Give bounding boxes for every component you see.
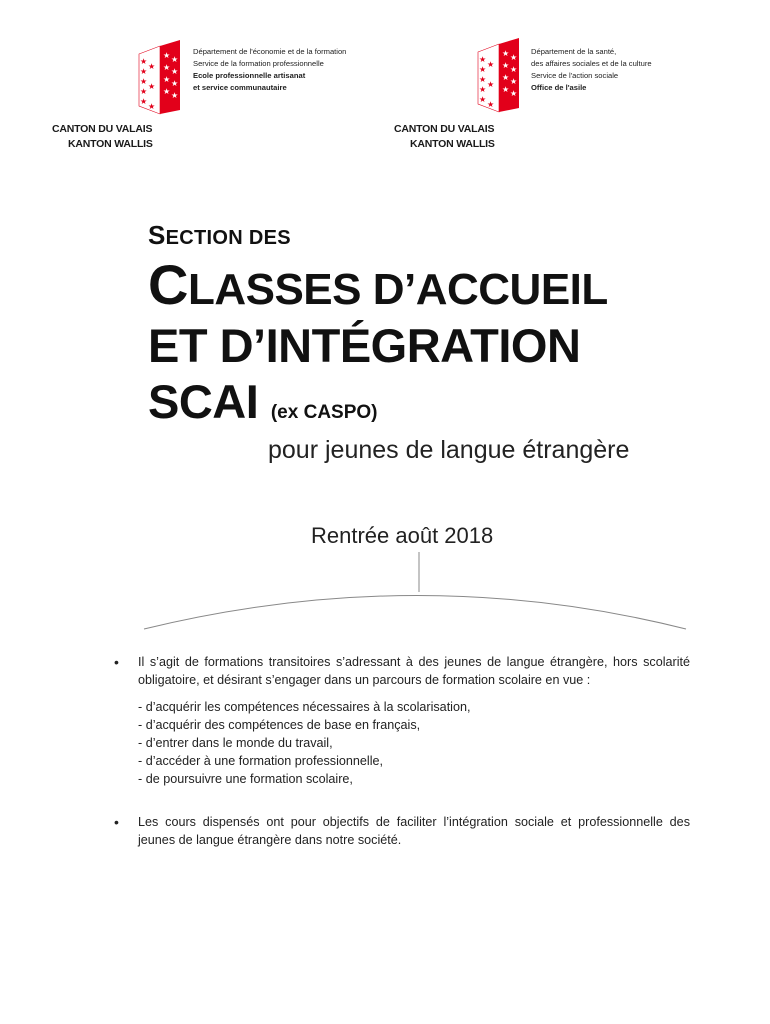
section-cap: S — [148, 220, 166, 250]
office-line: Ecole professionnelle artisanat — [193, 71, 306, 80]
section-rest: ECTION DES — [165, 227, 291, 249]
valais-flag-icon — [475, 38, 527, 113]
office-line-2: et service communautaire — [193, 83, 287, 92]
svg-text:★: ★ — [140, 67, 148, 76]
svg-text:★: ★ — [140, 57, 148, 66]
svg-text:★: ★ — [510, 65, 518, 74]
svg-text:★: ★ — [171, 91, 179, 100]
canton-label-left — [52, 122, 156, 152]
title-block — [148, 218, 608, 441]
svg-text:★: ★ — [140, 77, 148, 86]
svg-text:★: ★ — [148, 82, 156, 91]
title-cap: C — [148, 253, 188, 316]
section-heading — [148, 218, 608, 255]
canton-de: KANTON WALLIS — [410, 138, 495, 150]
svg-text:★: ★ — [163, 75, 171, 84]
svg-text:★: ★ — [171, 79, 179, 88]
title-scai: SCAI — [148, 375, 259, 428]
svg-text:★: ★ — [479, 85, 487, 94]
list-item: - d’acquérir les compétences nécessaires à la scolarisation, — [138, 700, 471, 714]
service-line: Service de l'action sociale — [531, 71, 619, 80]
bullet-item — [110, 653, 690, 689]
svg-text:★: ★ — [140, 97, 148, 106]
canton-de: KANTON WALLIS — [68, 138, 153, 150]
decorative-arc — [140, 548, 690, 633]
list-item: - d’entrer dans le monde du travail, — [138, 736, 333, 750]
title-note: (ex CASPO) — [270, 402, 378, 423]
list-item: - d’accéder à une formation professionnelle, — [138, 754, 384, 768]
svg-text:★: ★ — [487, 80, 495, 89]
bullet-icon: • — [114, 814, 119, 830]
svg-text:★: ★ — [163, 63, 171, 72]
bullet-text: Il s’agit de formations transitoires s’adressant à des jeunes de langue étrangère, hors scolarité obligatoire, et désirant s’engager dans un parcours de formation scolaire en vue : — [138, 655, 690, 687]
title-line-2: ET D’INTÉGRATION — [148, 319, 581, 372]
dept-line: Département de la santé, — [531, 47, 617, 56]
service-line: Service de la formation professionnelle — [193, 59, 324, 68]
valais-logo-right — [475, 38, 527, 113]
title-line-1-rest: LASSES D’ACCUEIL — [187, 265, 608, 314]
svg-text:★: ★ — [502, 85, 510, 94]
bullet-text: Les cours dispensés ont pour objectifs de faciliter l’intégration sociale et professionnelle des jeunes de langue étrangère dans notre société. — [138, 815, 690, 847]
office-line: Office de l'asile — [531, 83, 587, 92]
valais-flag-icon — [136, 40, 188, 115]
list-item: - d’acquérir des compétences de base en français, — [138, 718, 421, 732]
svg-text:★: ★ — [502, 73, 510, 82]
svg-text:★: ★ — [171, 55, 179, 64]
subtitle: pour jeunes de langue étrangère — [268, 436, 630, 464]
valais-logo-left — [136, 40, 188, 115]
svg-text:★: ★ — [148, 62, 156, 71]
svg-text:★: ★ — [487, 100, 495, 109]
svg-text:★: ★ — [487, 60, 495, 69]
sub-list — [138, 698, 690, 788]
svg-text:★: ★ — [479, 55, 487, 64]
canton-fr: CANTON DU VALAIS — [52, 123, 153, 135]
svg-text:★: ★ — [163, 87, 171, 96]
title-line-1 — [148, 253, 608, 318]
dept-line: Département de l'économie et de la formation — [193, 47, 347, 56]
list-item: - de poursuivre une formation scolaire, — [138, 772, 353, 786]
bullet-item — [110, 813, 690, 849]
department-info-left — [193, 46, 346, 94]
svg-text:★: ★ — [479, 65, 487, 74]
bullet-icon: • — [114, 654, 119, 670]
svg-text:★: ★ — [479, 95, 487, 104]
svg-text:★: ★ — [163, 51, 171, 60]
department-info-right — [531, 46, 652, 94]
title-line-3 — [148, 374, 608, 441]
rentree-date: Rentrée août 2018 — [311, 523, 494, 548]
svg-text:★: ★ — [171, 67, 179, 76]
svg-text:★: ★ — [502, 61, 510, 70]
svg-text:★: ★ — [479, 75, 487, 84]
content-body — [110, 653, 690, 849]
svg-text:★: ★ — [502, 49, 510, 58]
canton-fr: CANTON DU VALAIS — [394, 123, 495, 135]
svg-text:★: ★ — [140, 87, 148, 96]
canton-label-right — [394, 122, 498, 152]
svg-text:★: ★ — [510, 53, 518, 62]
svg-text:★: ★ — [510, 77, 518, 86]
svg-text:★: ★ — [510, 89, 518, 98]
svg-text:★: ★ — [148, 102, 156, 111]
dept-line-2: des affaires sociales et de la culture — [531, 59, 652, 68]
